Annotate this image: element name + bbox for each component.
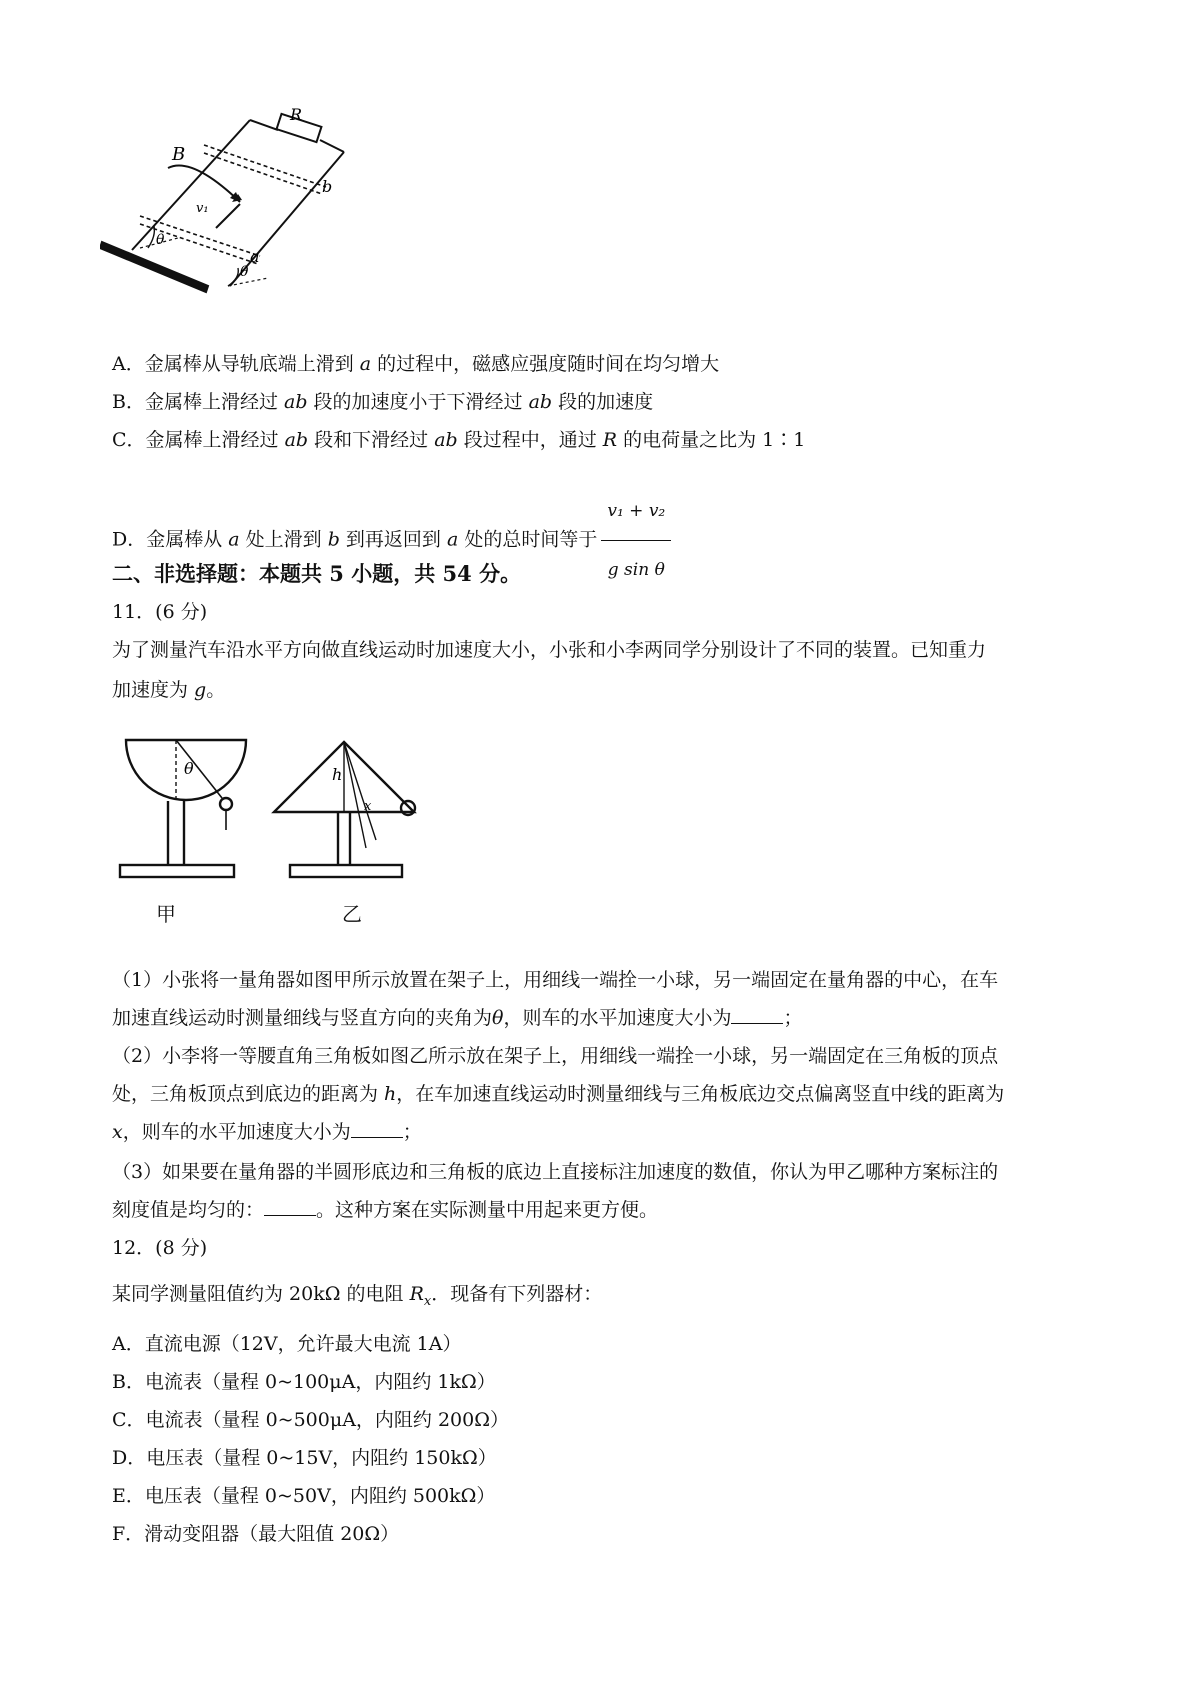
label-theta-1: θ	[156, 232, 165, 248]
string-yi	[344, 742, 404, 802]
label-B: B	[172, 144, 186, 165]
label-x: x	[364, 799, 372, 814]
option-B: B．金属棒上滑经过 ab 段的加速度小于下滑经过 ab 段的加速度	[112, 391, 654, 413]
label-R: R	[290, 105, 303, 124]
q11-part2-line2: 处，三角板顶点到底边的距离为 h，在车加速直线运动时测量细线与三角板底边交点偏离竖直中线的距离为	[112, 1083, 1005, 1105]
caption-jia: 甲	[156, 902, 176, 926]
option-C: C．金属棒上滑经过 ab 段和下滑经过 ab 段过程中，通过 R 的电荷量之比为 1∶1	[112, 429, 806, 451]
q11-part2-line3: x，则车的水平加速度大小为 ；	[112, 1121, 422, 1143]
label-theta-jia: θ	[184, 759, 194, 778]
stand-base-yi	[290, 865, 402, 877]
answer-blank-3[interactable]	[264, 1197, 316, 1216]
q11-part2-line1: （2）小李将一等腰直角三角板如图乙所示放在架子上，用细线一端拴一小球，另一端固定在三角板的顶点	[112, 1045, 999, 1067]
equipment-item-E: E．电压表（量程 0~50V，内阻约 500kΩ）	[112, 1485, 496, 1507]
string-jia	[176, 740, 222, 798]
label-v1: v₁	[196, 201, 209, 216]
label-b: b	[322, 177, 333, 196]
section-title: 二、非选择题：本题共 5 小题，共 54 分。	[112, 561, 522, 586]
stand-base-jia	[120, 865, 234, 877]
label-theta-2: θ	[240, 264, 249, 280]
equipment-item-B: B．电流表（量程 0~100μA，内阻约 1kΩ）	[112, 1371, 496, 1393]
q12-header: 12．(8 分)	[112, 1237, 208, 1259]
option-D: D．金属棒从 a 处上滑到 b 到再返回到 a 处的总时间等于 $\frac{\text{v₁ + v₂}}{\text{g sin θ}}$	[112, 484, 671, 597]
q11-part3-line2: 刻度值是均匀的： 。这种方案在实际测量中用起来更方便。	[112, 1199, 659, 1221]
q11-header: 11．(6 分)	[112, 601, 208, 623]
equipment-item-C: C．电流表（量程 0~500μA，内阻约 200Ω）	[112, 1409, 509, 1431]
base-plate	[100, 242, 208, 292]
incline-rails-figure	[100, 100, 370, 300]
left-rail	[132, 120, 250, 250]
label-a: a	[250, 247, 260, 266]
q11-part3-line1: （3）如果要在量角器的半圆形底边和三角板的底边上直接标注加速度的数值，你认为甲乙哪种方案标注的	[112, 1161, 999, 1183]
equipment-item-A: A．直流电源（12V，允许最大电流 1A）	[112, 1333, 462, 1355]
equipment-item-F: F．滑动变阻器（最大阻值 20Ω）	[112, 1523, 400, 1545]
equipment-item-D: D．电压表（量程 0~15V，内阻约 150kΩ）	[112, 1447, 497, 1469]
caption-yi: 乙	[342, 902, 362, 926]
ball-jia	[220, 798, 232, 810]
option-A: A．金属棒从导轨底端上滑到 a 的过程中，磁感应强度随时间在均匀增大	[112, 353, 720, 375]
q11-part1-line1: （1）小张将一量角器如图甲所示放置在架子上，用细线一端拴一小球，另一端固定在量角器的中心，在车	[112, 969, 999, 991]
answer-blank-2[interactable]	[351, 1119, 403, 1138]
q11-part1-line2: 加速直线运动时测量细线与竖直方向的夹角为θ，则车的水平加速度大小为 ；	[112, 1007, 803, 1029]
q11-intro-line1: 为了测量汽车沿水平方向做直线运动时加速度大小，小张和小李两同学分别设计了不同的装置。已知重力	[112, 639, 987, 661]
triangle-figure-yi	[264, 730, 424, 880]
answer-blank-1[interactable]	[731, 1005, 783, 1024]
q12-intro: 某同学测量阻值约为 20kΩ 的电阻 $R_x$．现备有下列器材：	[112, 1283, 603, 1309]
fraction-expression: $\frac{\text{v₁ + v₂}}{\text{g sin θ}}$	[601, 484, 671, 597]
q11-intro-line2: 加速度为 g。	[112, 679, 226, 701]
protractor-figure-jia	[118, 730, 258, 880]
label-h: h	[332, 765, 343, 784]
